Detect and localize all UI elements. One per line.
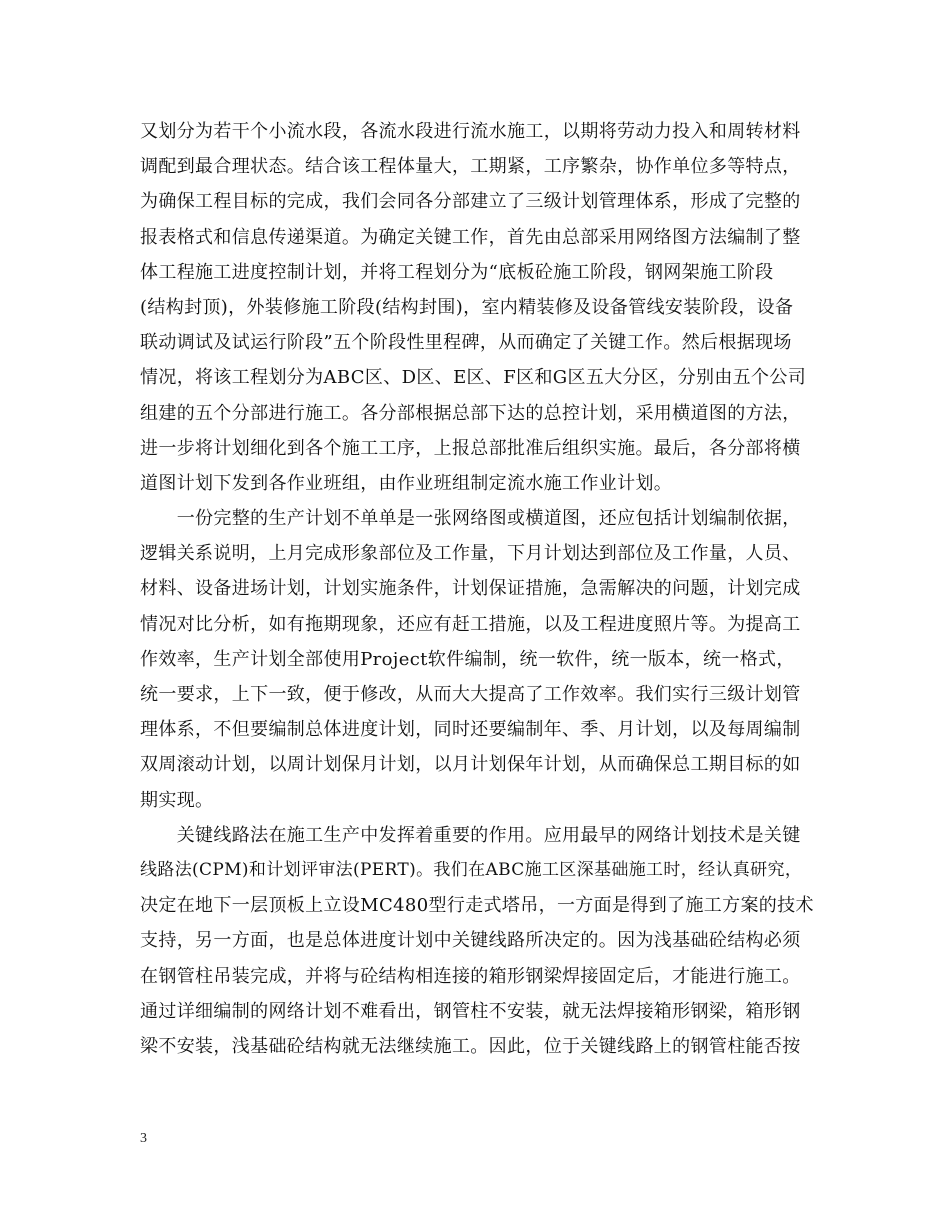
text-line: 梁不安装，浅基础砼结构就无法继续施工。因此，位于关键线路上的钢管柱能否按 bbox=[140, 1035, 801, 1057]
text-line: 在钢管柱吊装完成，并将与砼结构相连接的箱形钢梁焊接固定后，才能进行施工。 bbox=[140, 965, 801, 987]
text-line: 道图计划下发到各作业班组，由作业班组制定流水施工作业计划。 bbox=[140, 472, 673, 494]
text-line: 逻辑关系说明，上月完成形象部位及工作量，下月计划达到部位及工作量，人员、 bbox=[140, 543, 801, 565]
text-line: 调配到最合理状态。结合该工程体量大，工期紧，工序繁杂，协作单位多等特点， bbox=[140, 156, 801, 178]
text-line: 统一要求，上下一致，便于修改，从而大大提高了工作效率。我们实行三级计划管 bbox=[140, 684, 801, 705]
text-line: 情况对比分析，如有拖期现象，还应有赶工措施，以及工程进度照片等。为提高工 bbox=[140, 613, 801, 635]
text-line: 关键线路法在施工生产中发挥着重要的作用。应用最早的网络计划技术是关键 bbox=[140, 824, 801, 846]
text-line: 通过详细编制的网络计划不难看出，钢管柱不安装，就无法焊接箱形钢梁，箱形钢 bbox=[140, 1000, 801, 1022]
body-text bbox=[140, 114, 820, 1064]
text-line: 又划分为若干个小流水段，各流水段进行流水施工，以期将劳动力投入和周转材料 bbox=[140, 121, 801, 142]
text-line: 材料、设备进场计划，计划实施条件，计划保证措施，急需解决的问题，计划完成 bbox=[140, 578, 801, 600]
text-line: 线路法(CPM)和计划评审法(PERT)。我们在ABC施工区深基础施工时，经认真研究， bbox=[140, 859, 803, 880]
text-line: 为确保工程目标的完成，我们会同各分部建立了三级计划管理体系，形成了完整的 bbox=[140, 191, 801, 213]
text-line: 情况，将该工程划分为ABC区、D区、E区、F区和G区五大分区，分别由五个公司 bbox=[140, 367, 807, 389]
text-line: 一份完整的生产计划不单单是一张网络图或横道图，还应包括计划编制依据， bbox=[140, 508, 801, 530]
text-line: 体工程施工进度控制计划，并将工程划分为“底板砼施工阶段，钢网架施工阶段 bbox=[140, 261, 774, 283]
text-line: 报表格式和信息传递渠道。为确定关键工作，首先由总部采用网络图方法编制了整 bbox=[140, 226, 801, 248]
text-line: (结构封顶)，外装修施工阶段(结构封围)，室内精装修及设备管线安装阶段，设备 bbox=[140, 296, 794, 318]
page-number: 3 bbox=[140, 1131, 147, 1146]
text-line: 联动调试及试运行阶段”五个阶段性里程碑，从而确定了关键工作。然后根据现场 bbox=[140, 332, 792, 354]
text-line: 决定在地下一层顶板上立设MC480型行走式塔吊，一方面是得到了施工方案的技术 bbox=[140, 895, 814, 917]
text-line: 支持，另一方面，也是总体进度计划中关键线路所决定的。因为浅基础砼结构必须 bbox=[140, 930, 801, 952]
text-line: 期实现。 bbox=[140, 789, 214, 811]
text-line: 理体系，不但要编制总体进度计划，同时还要编制年、季、月计划，以及每周编制 bbox=[140, 719, 801, 741]
text-line: 组建的五个分部进行施工。各分部根据总部下达的总控计划，采用横道图的方法， bbox=[140, 402, 801, 424]
text-line: 双周滚动计划，以周计划保月计划，以月计划保年计划，从而确保总工期目标的如 bbox=[140, 754, 801, 776]
text-line: 作效率，生产计划全部使用Project软件编制，统一软件，统一版本，统一格式， bbox=[140, 648, 795, 670]
text-line: 进一步将计划细化到各个施工工序，上报总部批准后组织实施。最后，各分部将横 bbox=[140, 437, 801, 459]
